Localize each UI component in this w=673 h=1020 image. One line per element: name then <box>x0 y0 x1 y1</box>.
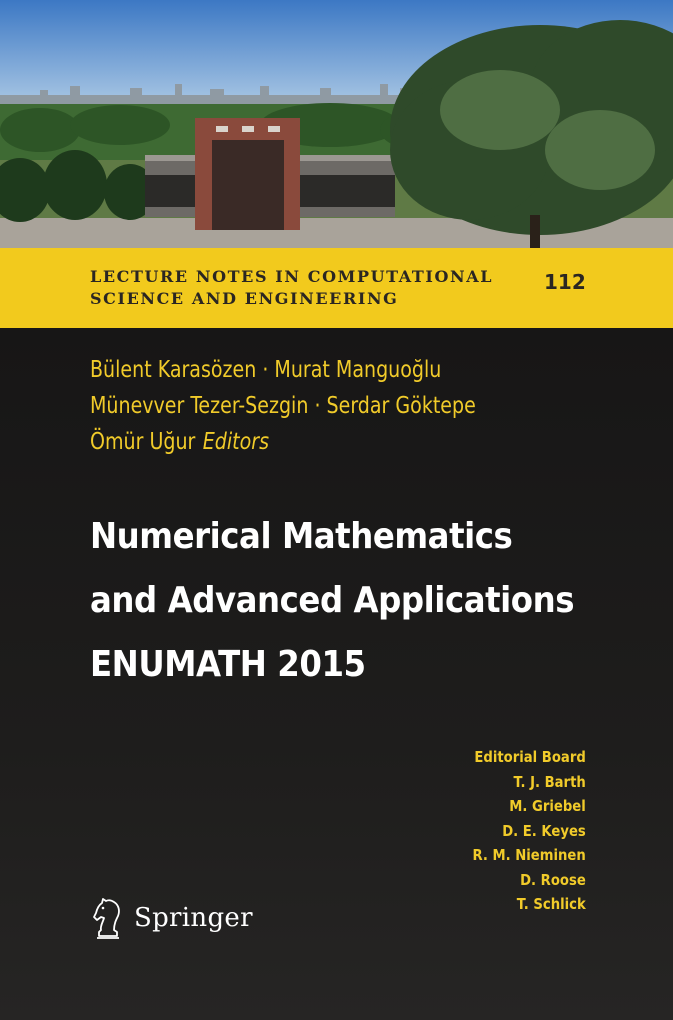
book-title-line-3: ENUMATH 2015 <box>90 644 366 685</box>
editorial-board-heading: Editorial Board <box>474 748 586 766</box>
editors-line-1: Bülent Karasözen · Murat Manguoğlu <box>90 357 442 383</box>
series-title <box>90 266 510 310</box>
board-member: R. M. Nieminen <box>472 846 586 864</box>
editors-role: Editors <box>202 429 269 455</box>
chess-knight-icon <box>90 896 126 940</box>
publisher-name: Springer <box>134 903 253 933</box>
series-title-line2: SCIENCE AND ENGINEERING <box>90 289 399 308</box>
publisher-logo <box>90 895 253 941</box>
editor-name-last: Ömür Uğur <box>90 429 196 455</box>
board-member: M. Griebel <box>509 797 586 815</box>
book-title-line-2: and Advanced Applications <box>90 580 575 621</box>
cover-photo <box>0 0 673 250</box>
board-member: D. Roose <box>520 870 586 889</box>
board-member: T. Schlick <box>517 895 586 913</box>
editorial-board <box>473 745 586 917</box>
book-title <box>90 505 612 697</box>
series-title-line1: LECTURE NOTES IN COMPUTATIONAL <box>90 267 494 286</box>
book-title-line-1: Numerical Mathematics <box>90 516 513 557</box>
board-member: D. E. Keyes <box>502 821 586 840</box>
editors-line-3 <box>90 424 614 460</box>
editor-names <box>90 352 614 460</box>
editors-line-2: Münevver Tezer-Sezgin · Serdar Göktepe <box>90 393 476 419</box>
board-member: T. J. Barth <box>513 772 586 791</box>
volume-number: 112 <box>544 270 586 294</box>
